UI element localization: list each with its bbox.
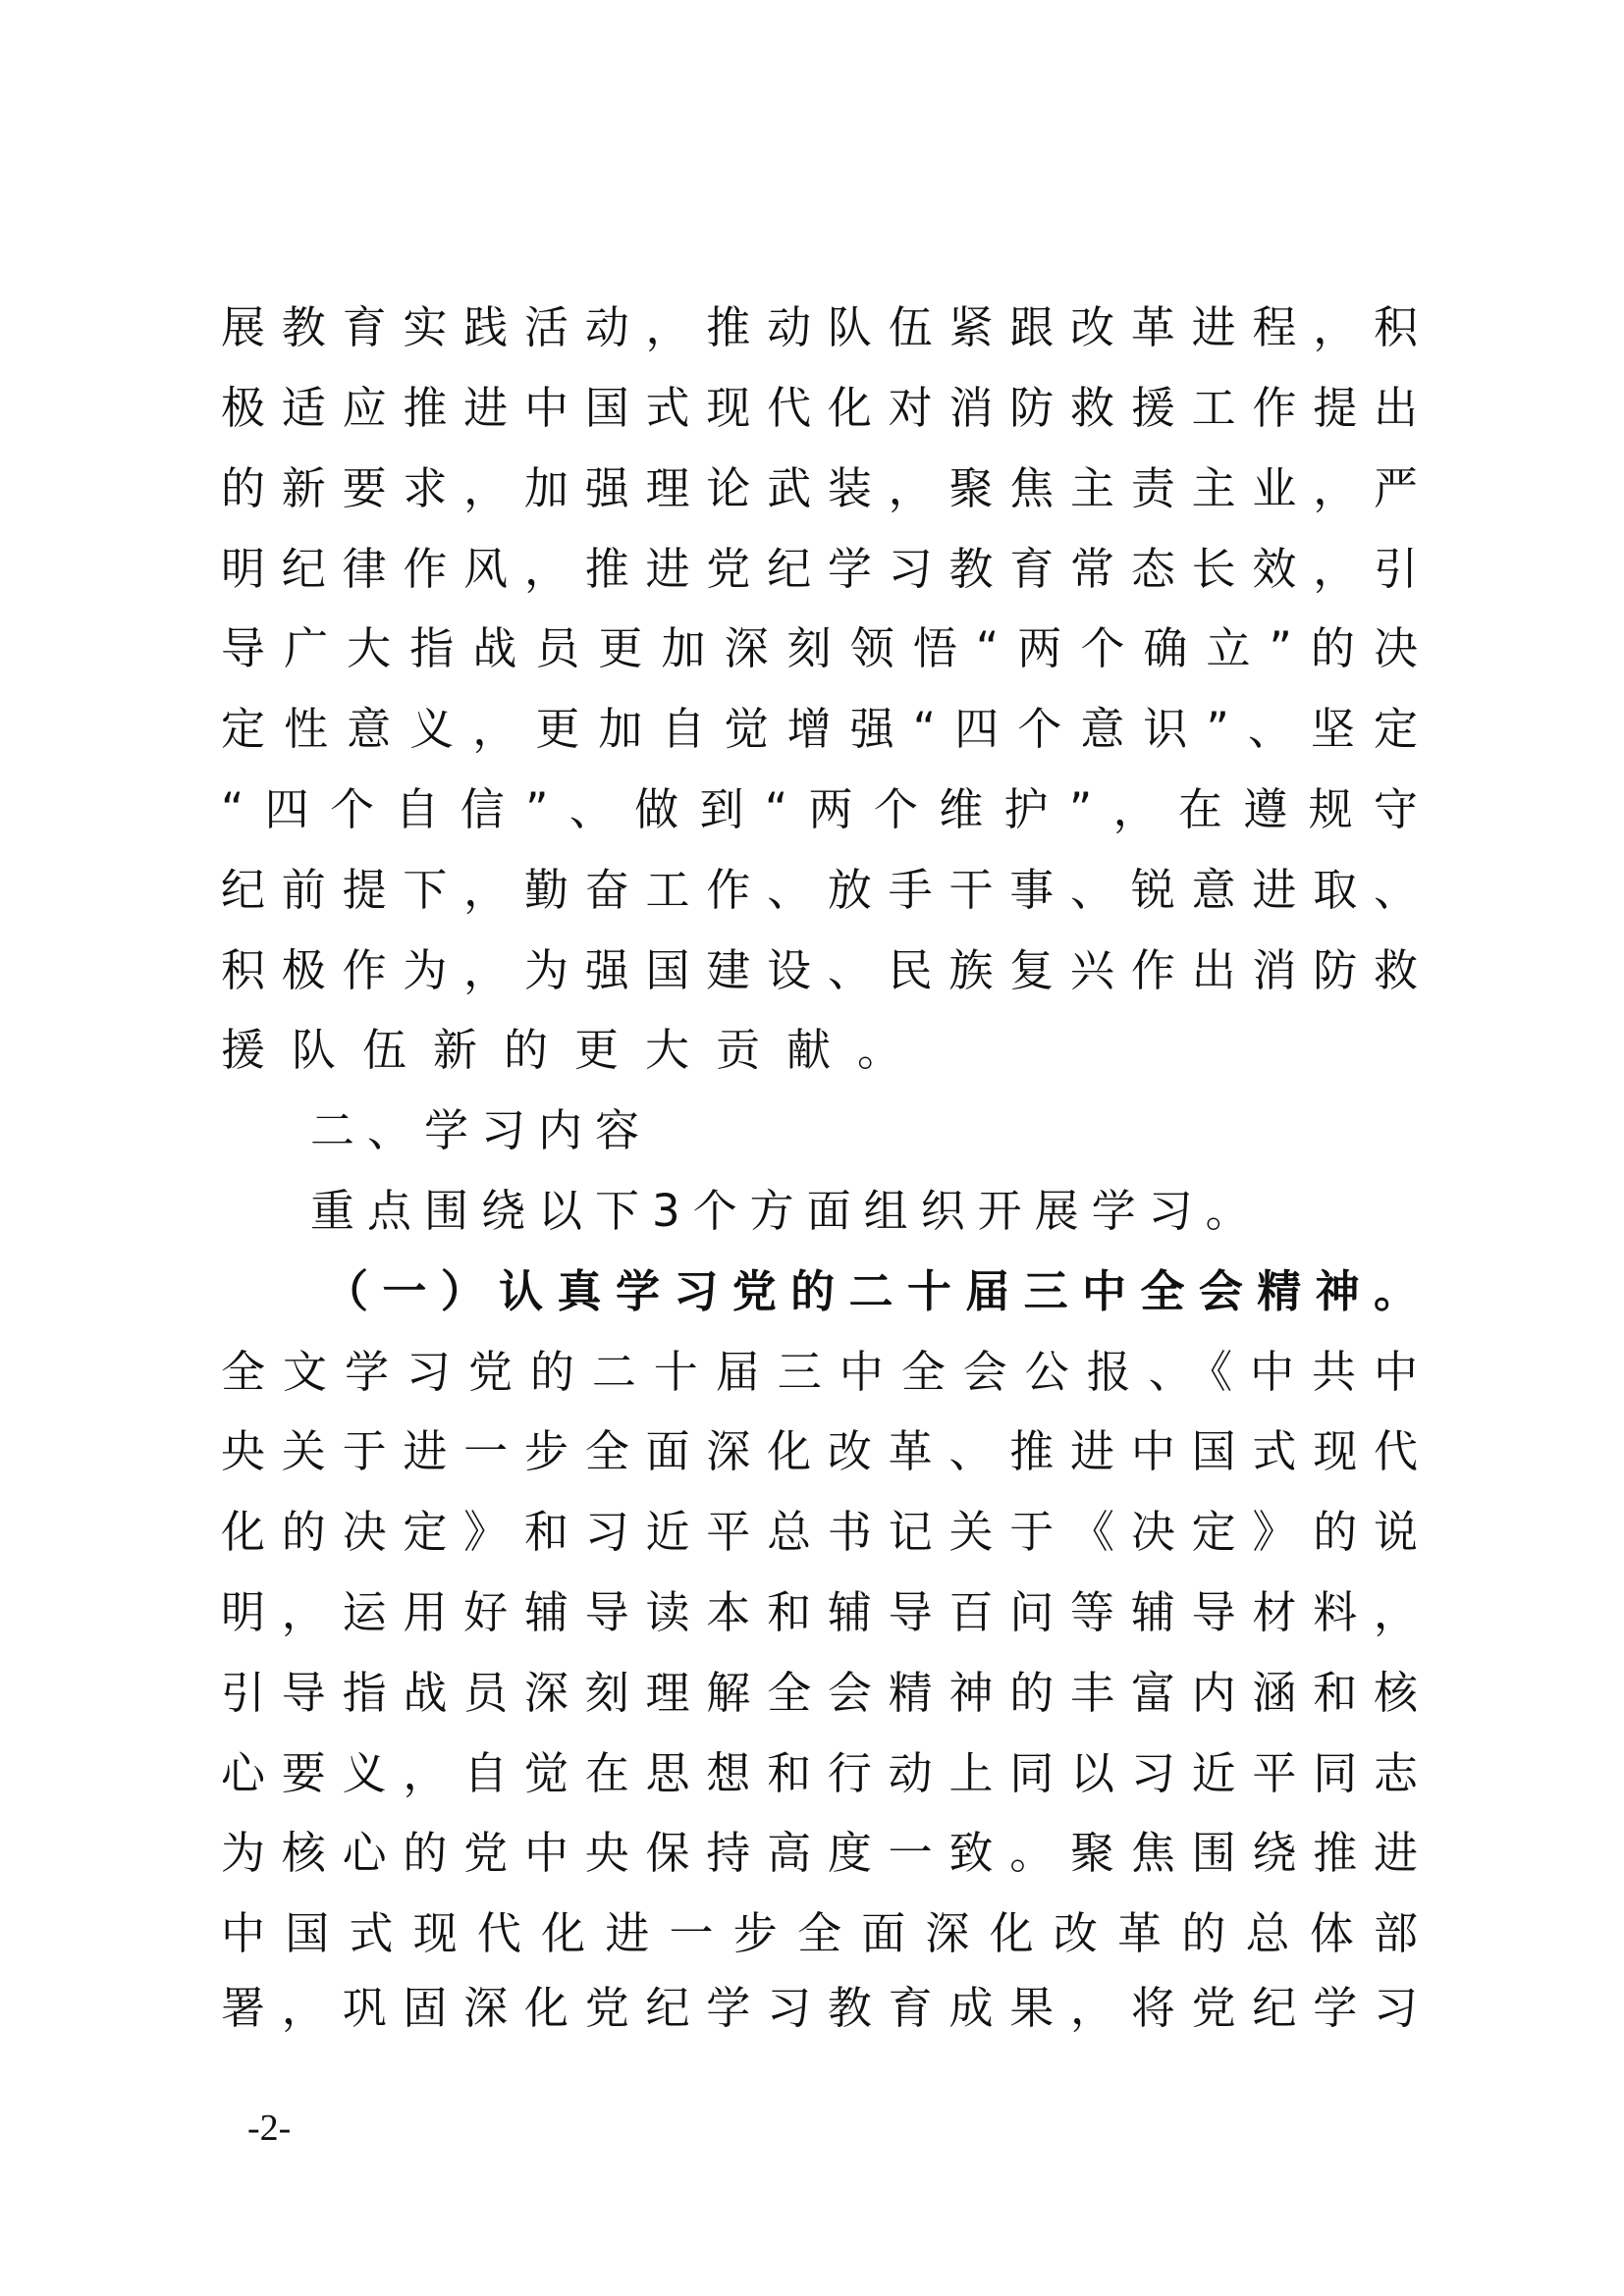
body-line: 中国式现代化进一步全面深化改革的总体部 [221, 1907, 1418, 1959]
paragraph-line: 纪前提下，勤奋工作、放手干事、锐意进取、 [221, 864, 1418, 916]
paragraph-line: “四个自信”、做到“两个维护”，在遵规守 [221, 783, 1418, 835]
body-line: 心要义，自觉在思想和行动上同以习近平同志 [221, 1747, 1418, 1799]
body-line: 央关于进一步全面深化改革、推进中国式现代 [221, 1425, 1418, 1477]
body-line: 化的决定》和习近平总书记关于《决定》的说 [221, 1506, 1418, 1558]
paragraph-line: 导广大指战员更加深刻领悟“两个确立”的决 [221, 622, 1418, 674]
body-line: 明，运用好辅导读本和辅导百问等辅导材料， [221, 1586, 1418, 1638]
body-line: 全文学习党的二十届三中全会公报、《中共中 [221, 1346, 1418, 1398]
section-title: 二、学习内容 [310, 1104, 653, 1156]
paragraph-line: 积极作为，为强国建设、民族复兴作出消防救 [221, 944, 1418, 996]
paragraph-line: 极适应推进中国式现代化对消防救援工作提出 [221, 382, 1418, 434]
body-line: 署，巩固深化党纪学习教育成果，将党纪学习 [221, 1982, 1418, 2034]
paragraph-line: 定性意义，更加自觉增强“四个意识”、坚定 [221, 703, 1418, 755]
intro-line: 重点围绕以下3个方面组织开展学习。 [310, 1185, 1263, 1237]
body-line: 为核心的党中央保持高度一致。聚焦围绕推进 [221, 1827, 1418, 1879]
body-line: 引导指战员深刻理解全会精神的丰富内涵和核 [221, 1667, 1418, 1719]
paragraph-line: 援队伍新的更大贡献。 [221, 1024, 929, 1076]
subheading: （一）认真学习党的二十届三中全会精神。 [324, 1265, 1418, 1317]
paragraph-line: 展教育实践活动，推动队伍紧跟改革进程，积 [221, 301, 1418, 353]
paragraph-line: 的新要求，加强理论武装，聚焦主责主业，严 [221, 462, 1418, 514]
paragraph-line: 明纪律作风，推进党纪学习教育常态长效，引 [221, 543, 1418, 595]
page-number: -2- [247, 2108, 292, 2149]
